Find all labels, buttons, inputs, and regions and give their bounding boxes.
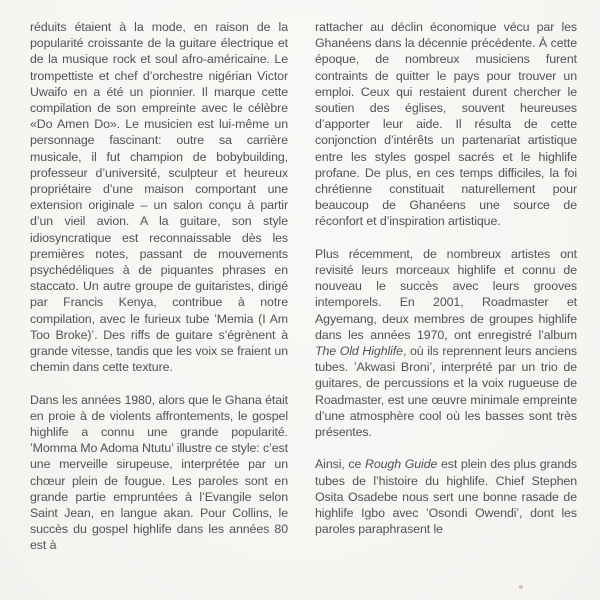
- right-column: [315, 19, 577, 554]
- paragraph: [315, 19, 577, 230]
- italic-text-segment: Rough Guide: [365, 457, 438, 472]
- italic-text-segment: The Old Highlife: [315, 344, 403, 359]
- text-segment: rattacher au déclin économique vécu par les Ghanéens dans la décennie précédente. À cette époque, de nombreux musiciens furent contraints de quitter le pays pour trouver un emploi. Ceux qui restaient durent chercher le soutien des églises, souvent heureuses d’apporter leur aide. Il résulta de cette conjonction d’intérêts un partenariat artistique entre les styles gospel sacrés et le highlife profane. De plus, en ces temps difficiles, la foi chrétienne constituait naturellement pour beaucoup de Ghanéens une source de réconfort et d’inspiration artistique.: [315, 20, 577, 229]
- paragraph: [30, 19, 288, 375]
- dust-speck: [519, 585, 523, 589]
- text-columns: [30, 19, 577, 554]
- text-segment: Ainsi, ce: [315, 457, 365, 472]
- text-segment: réduits étaient à la mode, en raison de la popularité croissante de la guitare électrique et de la musique rock et soul afro-américaine. Le trompettiste et chef d’orchestre nigérian Victor Uwaifo en a été un pionnier. Il marque cette compilation de son empreinte avec le célèbre «Do Amen Do». Le musicien est lui-même un personnage fascinant: outre sa carrière musicale, il fut champion de bobybuilding, professeur d’université, sculpteur et heureux propriétaire d’une maison comportant une extension originale – un salon conçu à partir d’un vieil avion. A la guitare, son style idiosyncratique est reconnaissable dès les premières notes, passant de mouvements psychédéliques à de piquantes phrases en staccato. Un autre groupe de guitaristes, dirigé par Francis Kenya, contribue à notre compilation, avec le furieux tube ’Memia (I Am Too Broke)’. Des riffs de guitare s’égrènent à grande vitesse, tandis que les voix se fraient un chemin dans cette texture.: [30, 20, 288, 375]
- text-segment: Dans les années 1980, alors que le Ghana était en proie à de violents affrontements, le gospel highlife a connu une grande popularité. ’Momma Mo Adoma Ntutu’ illustre ce style: c’est une merveille sirupeuse, interprétée par un chœur plein de fougue. Les paroles sont en grande partie empruntées à l’Evangile selon Saint Jean, en langue akan. Pour Collins, le succès du gospel highlife dans les années 80 est à: [30, 392, 288, 553]
- text-segment: est plein des plus grands tubes de l’histoire du highlife. Chief Stephen Osita Osadebe nous sert une bonne rasade de highlife Igbo avec ’Osondi Owendi’, dont les paroles paraphrasent le: [315, 457, 577, 537]
- paragraph: [315, 456, 577, 537]
- paragraph: [315, 246, 577, 440]
- text-segment: Plus récemment, de nombreux artistes ont revisité leurs morceaux highlife et connu de nouveau le succès avec leurs grooves intemporels. En 2001, Roadmaster et Agyemang, deux membres de groupes highlife dans les années 1970, ont enregistré l’album: [315, 246, 577, 342]
- left-column: [30, 19, 288, 554]
- paragraph: [30, 392, 288, 554]
- text-segment: , où ils reprennent leurs anciens tubes. ’Akwasi Broni’, interprété par un trio de guitares, de percussions et la voix rugueuse de Roadmaster, est une œuvre minimale empreinte d’une atmosphère cool où les basses sont très présentes.: [315, 344, 577, 440]
